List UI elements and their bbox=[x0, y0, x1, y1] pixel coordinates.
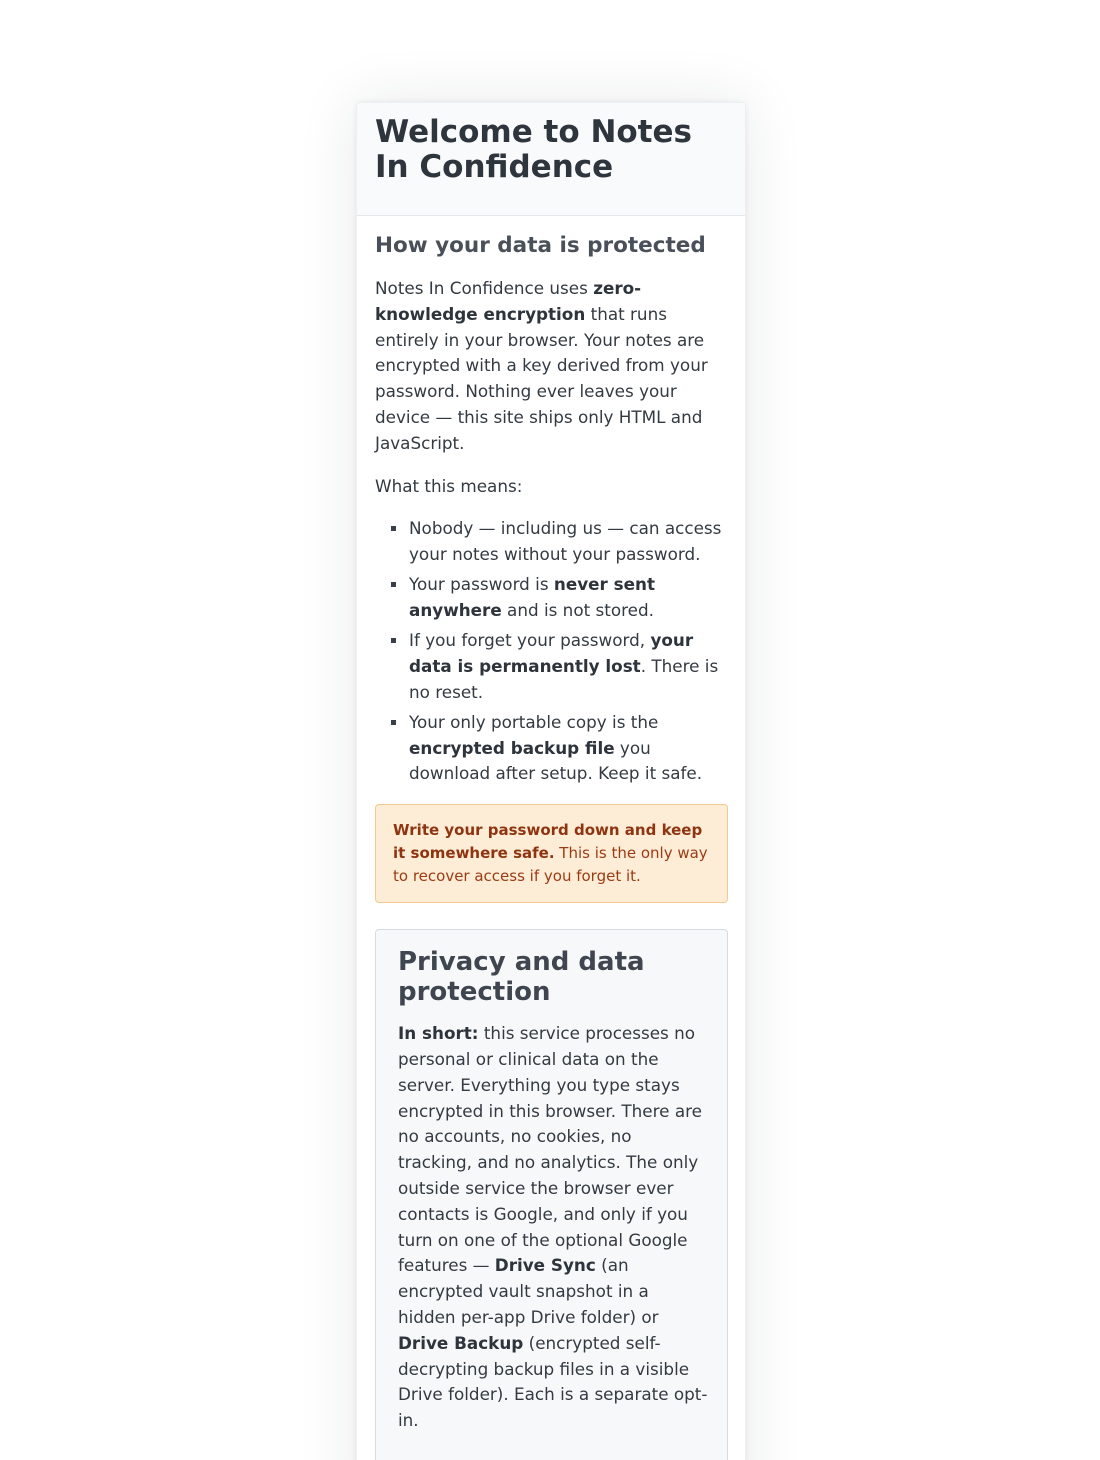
privacy-summary bbox=[398, 1021, 709, 1434]
bullet-strong: encrypted backup file bbox=[409, 737, 615, 758]
password-warning-box bbox=[375, 804, 728, 903]
bullet-marker bbox=[391, 526, 396, 531]
bullet-marker bbox=[391, 582, 396, 587]
privacy-text-part2: (an encrypted vault snapshot in a hidden per-app Drive folder) or bbox=[398, 1255, 659, 1327]
privacy-section bbox=[375, 929, 728, 1460]
list-item bbox=[409, 710, 728, 787]
protection-intro bbox=[375, 276, 728, 457]
bullet-text: Nobody — including us — can access your notes without your password. bbox=[409, 518, 722, 565]
welcome-card bbox=[356, 102, 746, 1460]
bullet-marker bbox=[391, 638, 396, 643]
bullet-strong: never sent anywhere bbox=[409, 574, 656, 621]
privacy-text-part1: this service processes no personal or clinical data on the server. Everything you type stays encrypted in this browser. There are no accounts, no cookies, no tracking, and no analytics. The only outside service the browser ever contacts is Google, and only if you turn on one of the optional Google features — bbox=[398, 1023, 702, 1276]
drive-sync-label: Drive Sync bbox=[494, 1255, 596, 1276]
what-this-means-label: What this means: bbox=[375, 475, 523, 496]
card-body bbox=[357, 216, 745, 1460]
list-item bbox=[409, 572, 728, 624]
protection-heading: How your data is protected bbox=[375, 233, 706, 258]
drive-backup-label: Drive Backup bbox=[398, 1332, 524, 1353]
warning-text: This is the only way to recover access if you forget it. bbox=[393, 844, 708, 886]
privacy-text-part3: (encrypted self-decrypting backup files in a visible Drive folder). Each is a separate opt-in. bbox=[398, 1332, 708, 1431]
list-item bbox=[409, 628, 728, 705]
implications-list bbox=[375, 516, 728, 787]
bullet-text-before: If you forget your password, bbox=[409, 630, 651, 651]
bullet-text-after: you download after setup. Keep it safe. bbox=[409, 737, 703, 784]
bullet-text-before: Your password is bbox=[409, 574, 554, 595]
warning-strong: Write your password down and keep it somewhere safe. bbox=[393, 821, 703, 863]
bullet-text-after: and is not stored. bbox=[501, 600, 654, 621]
bullet-strong: your data is permanently lost bbox=[409, 630, 694, 676]
privacy-heading: Privacy and data protection bbox=[398, 947, 645, 1008]
bullet-marker bbox=[391, 720, 396, 725]
intro-text-before: Notes In Confidence uses bbox=[375, 278, 594, 298]
card-header bbox=[357, 103, 745, 216]
intro-text-after: that runs entirely in your browser. Your notes are encrypted with a key derived from your password. Nothing ever leaves your device — this site ships only HTML and JavaScript. bbox=[375, 303, 708, 453]
page-title: Welcome to Notes In Confidence bbox=[375, 114, 692, 185]
bullet-text-before: Your only portable copy is the bbox=[409, 711, 659, 732]
list-item bbox=[409, 516, 728, 568]
bullet-text-after: . There is no reset. bbox=[409, 655, 719, 702]
intro-strong: zero-knowledge encryption bbox=[375, 278, 642, 324]
privacy-lead: In short: bbox=[398, 1023, 479, 1044]
